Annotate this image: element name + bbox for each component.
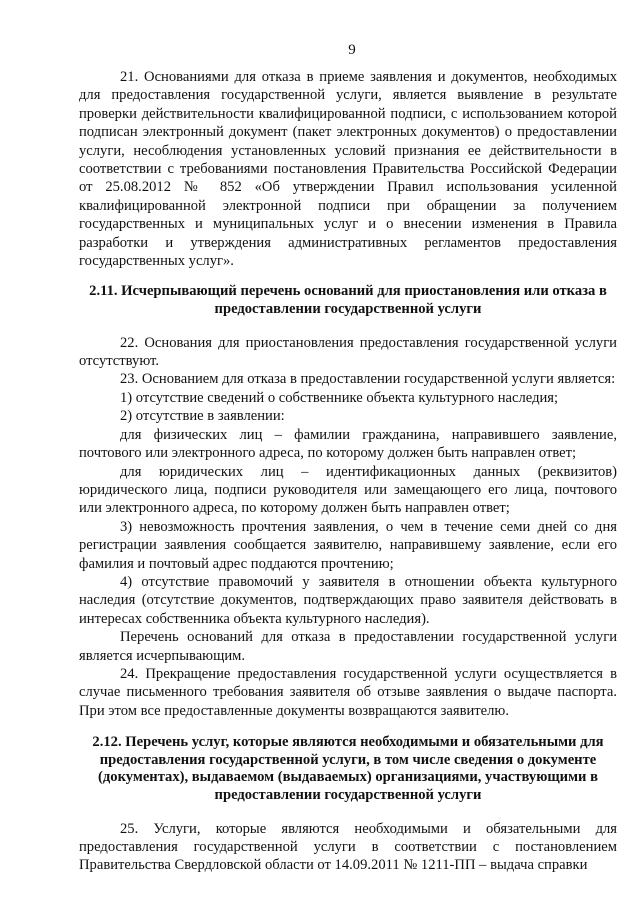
list-item-2: 2) отсутствие в заявлении: xyxy=(120,408,285,425)
section-heading-2-11: 2.11. Исчерпывающий перечень оснований для приостановления или отказа в предоставлении государственной услуги xyxy=(89,283,607,318)
list-item-2-legal-entities: для юридических лиц – идентификационных данных (реквизитов) юридического лица, подписи руководителя или замещающего его лица, почтового или электронного адреса, по которому должен быть направлен ответ; xyxy=(79,463,617,517)
document-page xyxy=(79,0,617,905)
section-heading-2-12: 2.12. Перечень услуг, которые являются необходимыми и обязательными для предоставления государственной услуги, в том числе сведения о документе (документах), выдаваемом (выдаваемых) организациями, участвующими в предоставлении государственной услуги xyxy=(92,734,604,803)
paragraph-22: 22. Основания для приостановления предоставления государственной услуги отсутствуют. xyxy=(79,334,617,370)
paragraph-21: 21. Основаниями для отказа в приеме заявления и документов, необходимых для предоставления государственной услуги, является выявление в результате проверки действительности квалифицированной подписи, с использованием которой подписан электронный документ (пакет электронных документов) о предоставлении услуги, несоблюдения установленных условий признания ее действительности в соответствии с требованиями постановления Правительства Российской Федерации от 25.08.2012 № 852 «Об утверждении Правил использования усиленной квалифицированной электронной подписи при обращении за получением государственных и муниципальных услуг и о внесении изменения в Правила разработки и утверждения административных регламентов предоставления государственных услуг». xyxy=(79,69,617,270)
paragraph-24: 24. Прекращение предоставления государственной услуги осуществляется в случае письменного требования заявителя об отзыве заявления о выдаче паспорта. При этом все предоставленные документы возвращаются заявителю. xyxy=(79,665,617,719)
paragraph-23: 23. Основанием для отказа в предоставлении государственной услуги является: xyxy=(120,371,616,388)
list-item-3: 3) невозможность прочтения заявления, о чем в течение семи дней со дня регистрации заявления сообщается заявителю, направившему заявление, если его фамилия и почтовый адрес поддаются прочтению; xyxy=(79,518,617,572)
list-item-2-individuals: для физических лиц – фамилии гражданина, направившего заявление, почтового или электронного адреса, по которому должен быть направлен ответ; xyxy=(79,426,617,462)
paragraph-25: 25. Услуги, которые являются необходимыми и обязательными для предоставления государственной услуги в соответствии с постановлением Правительства Свердловской области от 14.09.2011 № 1211-ПП – выдача справки xyxy=(79,820,617,874)
page-number: 9 xyxy=(348,42,356,58)
list-item-4: 4) отсутствие правомочий у заявителя в отношении объекта культурного наследия (отсутствие документов, подтверждающих право заявителя действовать в интересах собственника объекта культурного наследия). xyxy=(79,573,617,627)
exhaustive-list-note: Перечень оснований для отказа в предоставлении государственной услуги является исчерпывающим. xyxy=(79,629,617,664)
list-item-1: 1) отсутствие сведений о собственнике объекта культурного наследия; xyxy=(120,389,559,406)
